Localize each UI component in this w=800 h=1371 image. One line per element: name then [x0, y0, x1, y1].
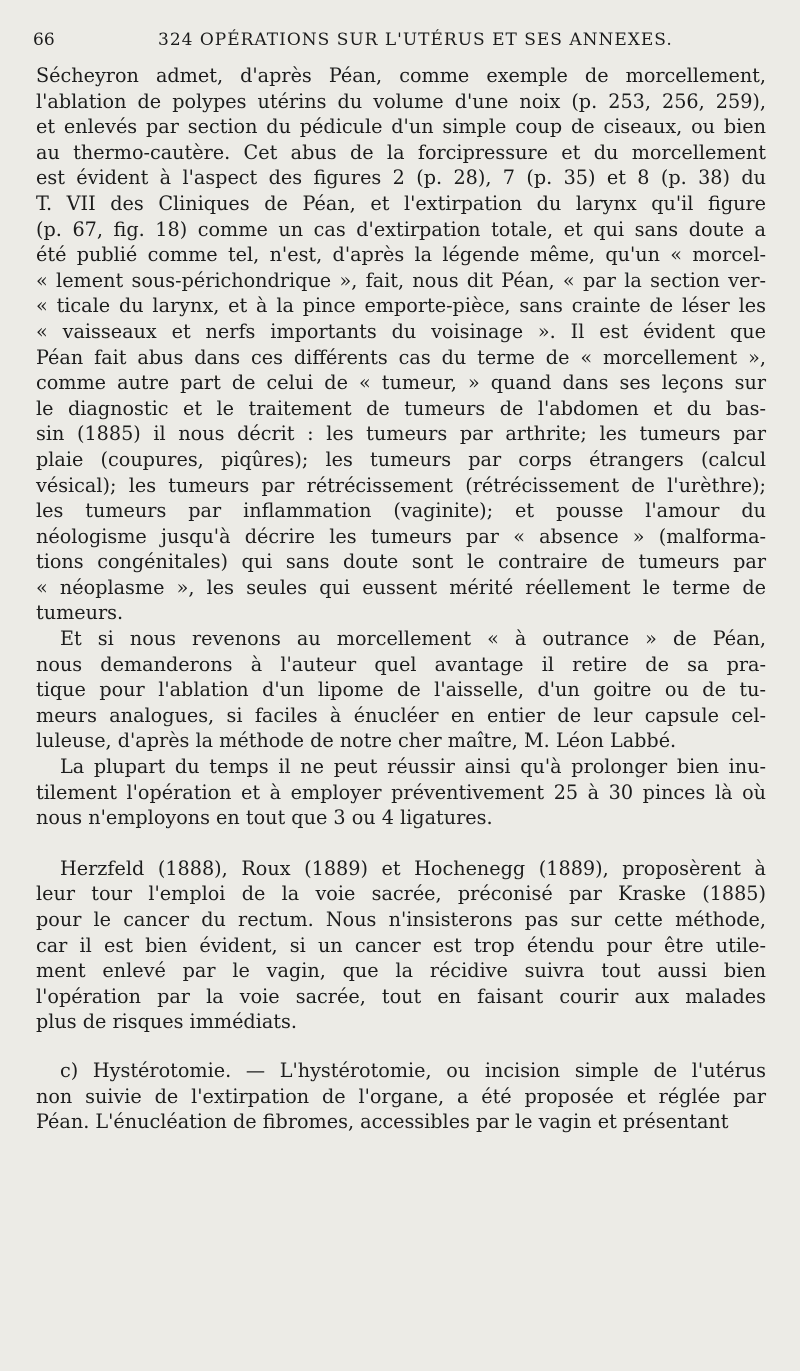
paragraph-2 — [36, 626, 766, 754]
text-line: vésical); les tumeurs par rétrécissement (rétrécissement de l'urèthre); — [36, 473, 766, 497]
text-line: non suivie de l'extirpation de l'organe, a été proposée et réglée par — [36, 1084, 766, 1108]
text-line: Herzfeld (1888), Roux (1889) et Hochenegg (1889), proposèrent à — [60, 856, 766, 880]
text-line: « vaisseaux et nerfs importants du voisinage ». Il est évident que — [36, 319, 766, 343]
text-line: les tumeurs par inflammation (vaginite); et pousse l'amour du — [36, 499, 766, 523]
page-body — [36, 63, 766, 1135]
text-line: est évident à l'aspect des figures 2 (p. 28), 7 (p. 35) et 8 (p. 38) du — [36, 166, 766, 190]
text-line: ment enlevé par le vagin, que la récidive suivra tout aussi bien — [36, 959, 766, 983]
text-line: comme autre part de celui de « tumeur, » quand dans ses leçons sur — [36, 371, 766, 395]
section-gap — [36, 1035, 766, 1058]
text-line: l'opération par la voie sacrée, tout en faisant courir aux malades — [36, 984, 766, 1008]
paragraph-5 — [36, 1058, 766, 1135]
text-line: tique pour l'ablation d'un lipome de l'aisselle, d'un goitre ou de tu- — [36, 678, 766, 702]
text-line: « néoplasme », les seules qui eussent mérité réellement le terme de — [36, 575, 766, 599]
text-line: T. VII des Cliniques de Péan, et l'extirpation du larynx qu'il figure — [36, 191, 766, 215]
text-line: au thermo-cautère. Cet abus de la forcipressure et du morcellement — [36, 140, 766, 164]
text-line: Sécheyron admet, d'après Péan, comme exemple de morcellement, — [36, 64, 766, 87]
paragraph-3 — [36, 754, 766, 831]
text-line: leur tour l'emploi de la voie sacrée, préconisé par Kraske (1885) — [36, 882, 766, 906]
text-line: nous n'employons en tout que 3 ou 4 ligatures. — [36, 806, 493, 830]
text-line: l'ablation de polypes utérins du volume d'une noix (p. 253, 256, 259), — [36, 89, 766, 113]
text-line: plaie (coupures, piqûres); les tumeurs par corps étrangers (calcul — [36, 447, 766, 471]
text-line: La plupart du temps il ne peut réussir ainsi qu'à prolonger bien inu- — [60, 755, 766, 779]
text-line: Et si nous revenons au morcellement « à outrance » de Péan, — [60, 627, 766, 651]
text-line: Péan fait abus dans ces différents cas du terme de « morcellement », — [36, 345, 766, 369]
text-line: meurs analogues, si faciles à énucléer en entier de leur capsule cel- — [36, 703, 766, 727]
text-line: car il est bien évident, si un cancer est trop étendu pour être utile- — [36, 933, 766, 957]
text-line: nous demanderons à l'auteur quel avantage il retire de sa pra- — [36, 652, 766, 676]
text-line: pour le cancer du rectum. Nous n'insisterons pas sur cette méthode, — [36, 908, 766, 931]
text-line: sin (1885) il nous décrit : les tumeurs par arthrite; les tumeurs par — [36, 422, 766, 446]
text-line: tions congénitales) qui sans doute sont le contraire de tumeurs par — [36, 550, 766, 574]
section-gap — [36, 831, 766, 856]
page-number: 66 — [33, 30, 55, 50]
text-line: « lement sous-périchondrique », fait, nous dit Péan, « par la section ver- — [36, 268, 766, 292]
text-line: le diagnostic et le traitement de tumeurs de l'abdomen et du bas- — [36, 396, 766, 420]
page-header — [33, 30, 768, 60]
text-line: été publié comme tel, n'est, d'après la légende même, qu'un « morcel- — [36, 243, 766, 267]
paragraph-4 — [36, 856, 766, 1035]
text-line: (p. 67, fig. 18) comme un cas d'extirpation totale, et qui sans doute a — [36, 217, 766, 241]
paragraph-1 — [36, 63, 766, 626]
running-title: 324 OPÉRATIONS SUR L'UTÉRUS ET SES ANNEXES. — [158, 30, 673, 50]
text-line: néologisme jusqu'à décrire les tumeurs par « absence » (malforma- — [36, 524, 766, 548]
text-line: tilement l'opération et à employer préventivement 25 à 30 pinces là où — [36, 780, 766, 804]
text-line: luleuse, d'après la méthode de notre cher maître, M. Léon Labbé. — [36, 729, 677, 753]
text-line: et enlevés par section du pédicule d'un simple coup de ciseaux, ou bien — [36, 115, 766, 139]
text-line: « ticale du larynx, et à la pince emporte-pièce, sans crainte de léser les — [36, 294, 766, 318]
text-line: c) Hystérotomie. — L'hystérotomie, ou incision simple de l'utérus — [60, 1058, 766, 1082]
text-line: tumeurs. — [36, 601, 124, 625]
text-line: Péan. L'énucléation de fibromes, accessibles par le vagin et présentant — [36, 1110, 729, 1134]
text-line: plus de risques immédiats. — [36, 1010, 297, 1034]
